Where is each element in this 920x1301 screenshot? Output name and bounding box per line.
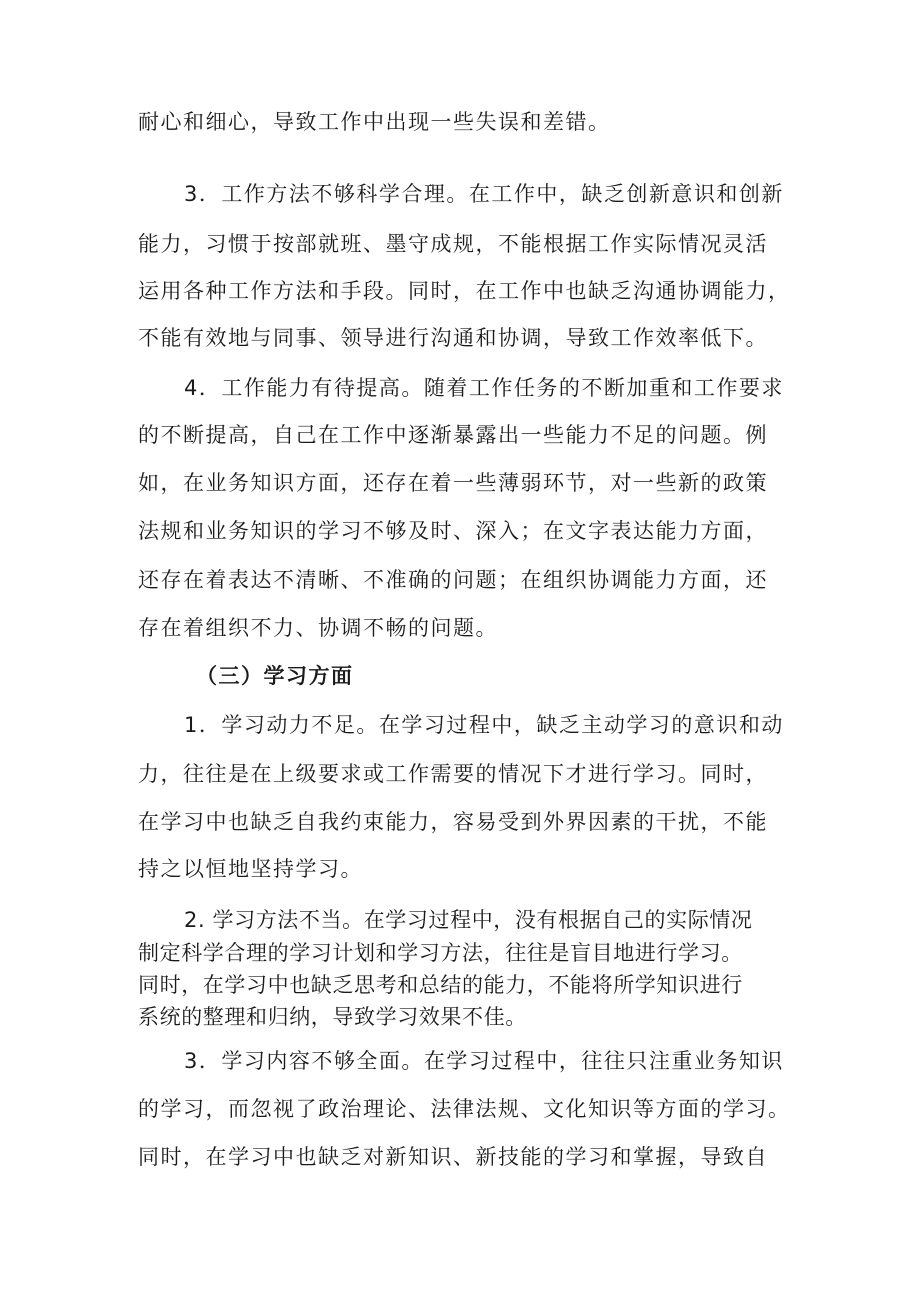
paragraph-line: 法规和业务知识的学习不够及时、深入；在文字表达能力方面， (138, 519, 768, 543)
paragraph-line: 存在着组织不力、协调不畅的问题。 (138, 616, 498, 640)
paragraph-line: 2. 学习方法不当。在学习过程中，没有根据自己的实际情况 (184, 908, 753, 932)
paragraph-line: 能力，习惯于按部就班、墨守成规，不能根据工作实际情况灵活 (138, 232, 768, 256)
paragraph-line: 还存在着表达不清晰、不准确的问题；在组织协调能力方面，还 (138, 568, 768, 592)
paragraph-line: 在学习中也缺乏自我约束能力，容易受到外界因素的干扰，不能 (138, 810, 768, 834)
paragraph-line: 1．学习动力不足。在学习过程中，缺乏主动学习的意识和动 (184, 713, 784, 737)
paragraph-line: 3．学习内容不够全面。在学习过程中，往往只注重业务知识 (184, 1049, 784, 1073)
paragraph-line: 4．工作能力有待提高。随着工作任务的不断加重和工作要求 (184, 376, 784, 400)
paragraph-line: 持之以恒地坚持学习。 (138, 857, 363, 881)
paragraph-line: 的不断提高，自己在工作中逐渐暴露出一些能力不足的问题。例 (138, 423, 768, 447)
paragraph-line: 耐心和细心，导致工作中出现一些失误和差错。 (138, 110, 611, 134)
paragraph-line: 的学习，而忽视了政治理论、法律法规、文化知识等方面的学习。 (138, 1097, 791, 1121)
paragraph-line: 不能有效地与同事、领导进行沟通和协调，导致工作效率低下。 (138, 326, 768, 350)
paragraph-line: 力，往往是在上级要求或工作需要的情况下才进行学习。同时， (138, 762, 768, 786)
paragraph-line: 同时，在学习中也缺乏对新知识、新技能的学习和掌握，导致自 (138, 1145, 768, 1169)
paragraph-line: 同时，在学习中也缺乏思考和总结的能力，不能将所学知识进行 (138, 973, 743, 997)
paragraph-line: 3．工作方法不够科学合理。在工作中，缺乏创新意识和创新 (184, 182, 784, 206)
paragraph-line: 系统的整理和归纳，导致学习效果不佳。 (138, 1005, 527, 1029)
paragraph-line: 运用各种工作方法和手段。同时，在工作中也缺乏沟通协调能力， (138, 279, 791, 303)
paragraph-line: 如，在业务知识方面，还存在着一些薄弱环节，对一些新的政策 (138, 471, 768, 495)
paragraph-line: 制定科学合理的学习计划和学习方法，往往是盲目地进行学习。 (138, 941, 743, 965)
section-heading: （三）学习方面 (196, 664, 354, 688)
